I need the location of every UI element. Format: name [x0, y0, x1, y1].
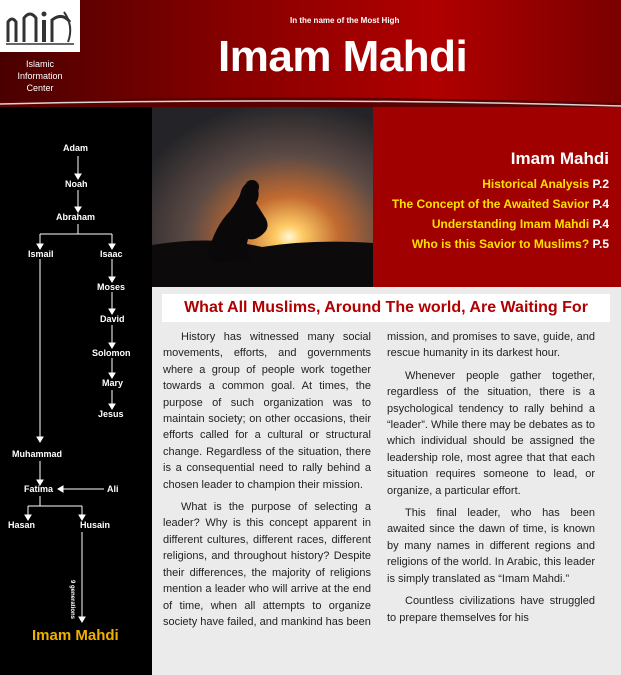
header-subtitle: In the name of the Most High	[290, 16, 400, 25]
lineage-node-jesus: Jesus	[98, 409, 124, 419]
lineage-node-david: David	[100, 314, 125, 324]
toc-item[interactable]	[392, 197, 609, 211]
contents-panel	[373, 107, 621, 287]
toc-item-label: The Concept of the Awaited Savior	[391, 197, 590, 211]
lineage-node-adam: Adam	[63, 143, 89, 153]
toc-item[interactable]	[432, 217, 609, 231]
article-heading: What All Muslims, Around The world, Are Waiting For	[184, 299, 588, 316]
toc-item-label: Who is this Savior to Muslims?	[411, 237, 590, 251]
lineage-node-imam-mahdi: Imam Mahdi	[32, 627, 119, 644]
paragraph: What is the purpose of selecting a leader? Why is this concept apparent in different cultures, different races, different religions, and throughout history? Despite their differences, the majority of religions mention a leader who will arrive at the end of time, when all attempts to organize society have failed, and mankind has been	[163, 501, 371, 628]
org-line: Center	[26, 83, 54, 93]
lineage-node-solomon: Solomon	[92, 348, 131, 358]
toc-item-page: P.2	[592, 177, 609, 191]
lineage-node-ismail: Ismail	[28, 249, 54, 259]
lineage-node-fatima: Fatima	[24, 484, 54, 494]
lineage-node-muhammad: Muhammad	[12, 449, 63, 459]
article-column-1	[163, 329, 371, 636]
paragraph: mission, and promises to save, guide, and rescue humanity in its darkest hour.	[387, 331, 595, 360]
paragraph: Whenever people gather together, regardless of the situation, there is a psychological tendency to rally behind a “leader”. While there may be debates as to which individual should be assigned the leadership role, most agree that that each situation requires someone to lead, or organize, a particular effort.	[387, 369, 595, 497]
praying-man-sunset-image	[152, 107, 373, 287]
lineage-node-hasan: Hasan	[8, 520, 36, 530]
toc-item-label: Historical Analysis	[482, 177, 590, 191]
lineage-connectors	[0, 0, 152, 675]
paragraph: Countless civilizations have struggled to prepare themselves for his	[387, 595, 595, 624]
org-line: Information	[17, 71, 63, 81]
paragraph: This final leader, who has been awaited since the dawn of time, is known by many names in different regions and religions of the world. In Arabic, this leader is simply translated as “Imam Mahdi.”	[387, 507, 595, 585]
toc-item-page: P.4	[592, 217, 609, 231]
toc-item[interactable]	[482, 177, 609, 191]
toc-item-label: Understanding Imam Mahdi	[431, 217, 590, 231]
lineage-node-noah: Noah	[65, 179, 88, 189]
lineage-node-mary: Mary	[102, 378, 124, 388]
lineage-node-abraham: Abraham	[56, 212, 96, 222]
toc-item-page: P.5	[592, 237, 609, 251]
toc-item[interactable]	[412, 237, 609, 251]
hero-image	[152, 107, 373, 287]
generations-label: 9 generations	[69, 580, 75, 620]
contents-title: Imam Mahdi	[510, 149, 609, 168]
toc-item-page: P.4	[592, 197, 609, 211]
lineage-node-moses: Moses	[97, 282, 126, 292]
lineage-node-isaac: Isaac	[100, 249, 123, 259]
org-line: Islamic	[25, 59, 54, 69]
article-column-2	[387, 329, 595, 632]
lineage-node-husain: Husain	[80, 520, 111, 530]
article-heading-box	[162, 294, 610, 322]
page-title: Imam Mahdi	[218, 32, 468, 81]
paragraph: History has witnessed many social movements, efforts, and governments where a group of people work together towards a common goal. At times, the purpose of such organization was to maintain society; on other occasions, their efforts called for a cultural or structural change. Regardless of the situation, there is a consequential need to rally behind a chosen leader to champion their mission.	[163, 331, 371, 491]
lineage-node-ali: Ali	[107, 484, 119, 494]
